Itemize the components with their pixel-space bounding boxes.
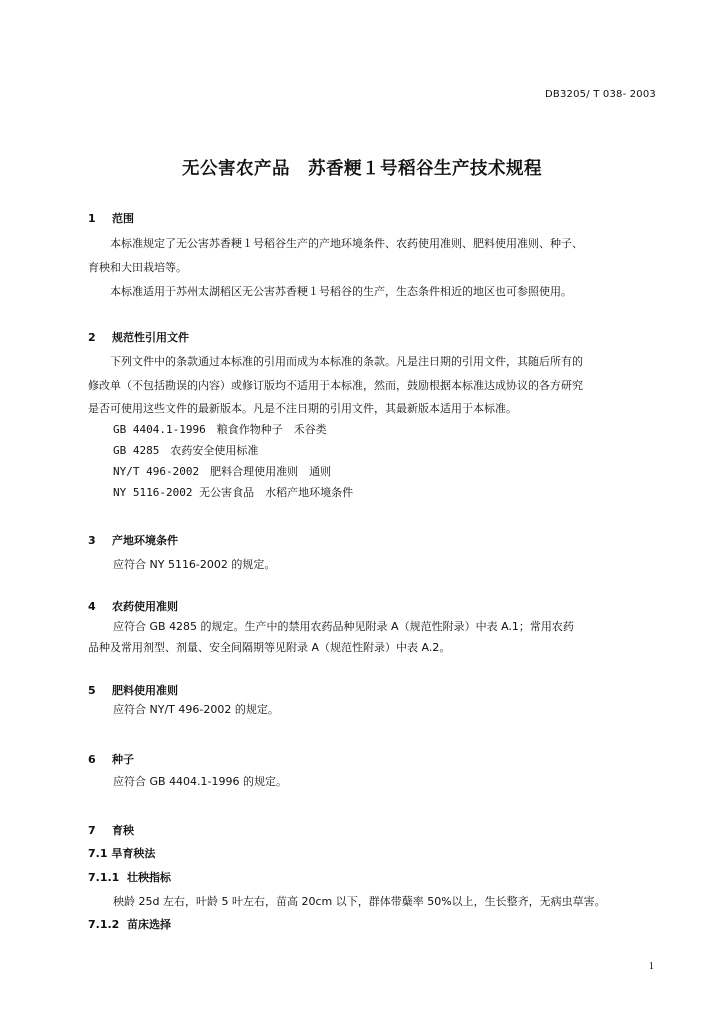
section-number: 6 — [88, 753, 96, 766]
paragraph-line: 应符合 NY/T 496-2002 的规定。 — [113, 703, 279, 716]
subsubsection-heading — [88, 916, 171, 932]
section-title: 育秧 — [112, 824, 134, 837]
subsubsection-heading — [88, 869, 171, 885]
section-heading — [88, 598, 178, 614]
reference-item: GB 4285 农药安全使用标准 — [113, 444, 259, 457]
paragraph-line: 本标准规定了无公害苏香粳１号稻谷生产的产地环境条件、农药使用准则、肥料使用准则、种子、 — [110, 237, 583, 250]
paragraph-line: 品种及常用剂型、剂量、安全间隔期等见附录 A（规范性附录）中表 A.2。 — [88, 641, 451, 654]
section-title: 种子 — [112, 753, 134, 766]
section-title: 农药使用准则 — [112, 600, 178, 613]
section-heading — [88, 822, 134, 838]
paragraph-line: 育秧和大田栽培等。 — [88, 261, 187, 274]
section-title: 规范性引用文件 — [112, 331, 189, 344]
section-title: 产地环境条件 — [112, 534, 178, 547]
subsubsection-number: 7.1.1 — [88, 871, 120, 884]
reference-item: GB 4404.1-1996 粮食作物种子 禾谷类 — [113, 423, 327, 436]
subsection-heading: 7.1 旱育秧法 — [88, 847, 156, 860]
paragraph-line: 本标准适用于苏州太湖稻区无公害苏香粳１号稻谷的生产，生态条件相近的地区也可参照使用。 — [110, 285, 572, 298]
subsubsection-number: 7.1.2 — [88, 918, 120, 931]
section-heading — [88, 210, 134, 226]
section-heading — [88, 751, 134, 767]
section-number: 7 — [88, 824, 96, 837]
reference-item: NY/T 496-2002 肥料合理使用准则 通则 — [113, 465, 332, 478]
section-title: 肥料使用准则 — [112, 684, 178, 697]
section-number: 1 — [88, 212, 96, 225]
section-heading — [88, 682, 178, 698]
subsubsection-title: 壮秧指标 — [127, 871, 171, 884]
section-title: 范围 — [112, 212, 134, 225]
section-number: 2 — [88, 331, 96, 344]
document-title: 无公害农产品 苏香粳１号稻谷生产技术规程 — [182, 159, 542, 179]
section-heading — [88, 532, 178, 548]
section-number: 5 — [88, 684, 96, 697]
paragraph-line: 应符合 GB 4404.1-1996 的规定。 — [113, 775, 288, 788]
subsubsection-title: 苗床选择 — [127, 918, 171, 931]
section-number: 3 — [88, 534, 96, 547]
section-number: 4 — [88, 600, 96, 613]
paragraph-line: 秧龄 25d 左右，叶龄 5 叶左右，苗高 20cm 以下，群体带蘖率 50%以上，生长整齐，无病虫草害。 — [113, 895, 606, 908]
paragraph-line: 是否可使用这些文件的最新版本。凡是不注日期的引用文件，其最新版本适用于本标准。 — [88, 402, 517, 415]
paragraph-line: 下列文件中的条款通过本标准的引用而成为本标准的条款。凡是注日期的引用文件，其随后所有的 — [110, 355, 583, 368]
paragraph-line: 修改单（不包括勘误的内容）或修订版均不适用于本标准，然而，鼓励根据本标准达成协议的各方研究 — [88, 379, 583, 392]
page-number: 1 — [648, 961, 654, 972]
document-number: DB3205/ T 038- 2003 — [545, 89, 656, 100]
paragraph-line: 应符合 GB 4285 的规定。生产中的禁用农药品种见附录 A（规范性附录）中表 A.1；常用农药 — [113, 620, 574, 633]
reference-item: NY 5116-2002 无公害食品 水稻产地环境条件 — [113, 486, 354, 499]
paragraph-line: 应符合 NY 5116-2002 的规定。 — [113, 558, 276, 571]
section-heading — [88, 329, 189, 345]
